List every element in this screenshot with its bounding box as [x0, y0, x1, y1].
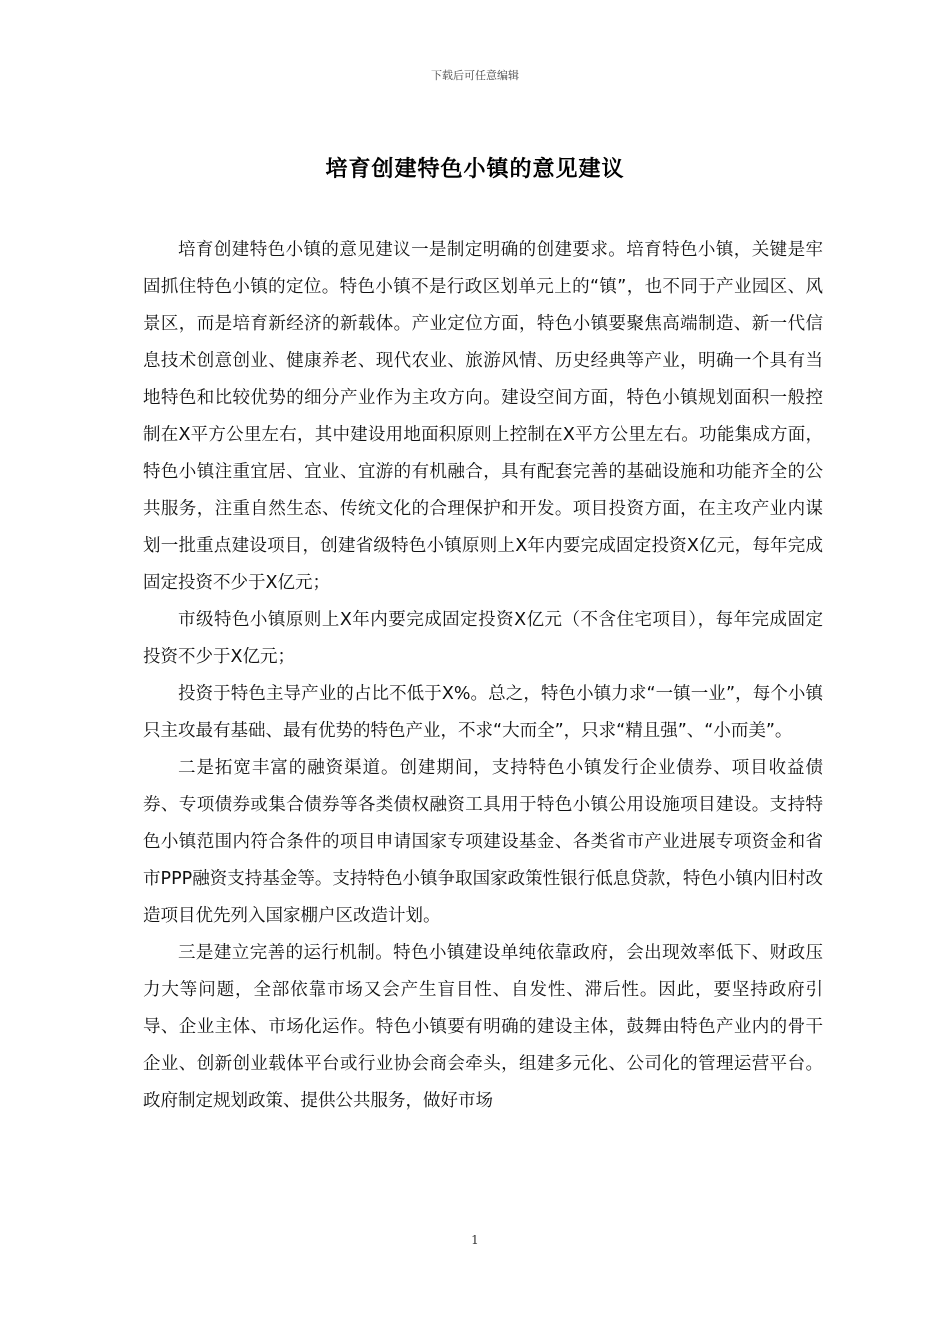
- header-note: 下载后可任意编辑: [431, 69, 519, 82]
- body-paragraph: 二是拓宽丰富的融资渠道。创建期间，支持特色小镇发行企业债券、项目收益债券、专项债券或集合债券等各类债权融资工具用于特色小镇公用设施项目建设。支持特色小镇范围内符合条件的项目申请国家专项建设基金、各类省市产业进展专项资金和省市PPP融资支持基金等。支持特色小镇争取国家政策性银行低息贷款，特色小镇内旧村改造项目优先列入国家棚户区改造计划。: [143, 758, 823, 926]
- body-paragraph: 三是建立完善的运行机制。特色小镇建设单纯依靠政府，会出现效率低下、财政压力大等问题，全部依靠市场又会产生盲目性、自发性、滞后性。因此，要坚持政府引导、企业主体、市场化运作。特色小镇要有明确的建设主体，鼓舞由特色产业内的骨干企业、创新创业载体平台或行业协会商会牵头，组建多元化、公司化的管理运营平台。政府制定规划政策、提供公共服务，做好市场: [143, 943, 823, 1111]
- body-paragraph: 市级特色小镇原则上X年内要完成固定投资X亿元（不含住宅项目），每年完成固定投资不少于X亿元；: [143, 610, 823, 667]
- document-title: 培育创建特色小镇的意见建议: [325, 157, 625, 182]
- body-paragraph: 培育创建特色小镇的意见建议一是制定明确的创建要求。培育特色小镇，关键是牢固抓住特色小镇的定位。特色小镇不是行政区划单元上的“镇”，也不同于产业园区、风景区，而是培育新经济的新载体。产业定位方面，特色小镇要聚焦高端制造、新一代信息技术创意创业、健康养老、现代农业、旅游风情、历史经典等产业，明确一个具有当地特色和比较优势的细分产业作为主攻方向。建设空间方面，特色小镇规划面积一般控制在X平方公里左右，其中建设用地面积原则上控制在X平方公里左右。功能集成方面，特色小镇注重宜居、宜业、宜游的有机融合，具有配套完善的基础设施和功能齐全的公共服务，注重自然生态、传统文化的合理保护和开发。项目投资方面，在主攻产业内谋划一批重点建设项目，创建省级特色小镇原则上X年内要完成固定投资X亿元，每年完成固定投资不少于X亿元；: [143, 240, 823, 593]
- document-body: [143, 232, 823, 1120]
- page-number: 1: [471, 1233, 479, 1247]
- body-paragraph: 投资于特色主导产业的占比不低于X%。总之，特色小镇力求“一镇一业”，每个小镇只主攻最有基础、最有优势的特色产业，不求“大而全”，只求“精且强”、“小而美”。: [143, 684, 823, 741]
